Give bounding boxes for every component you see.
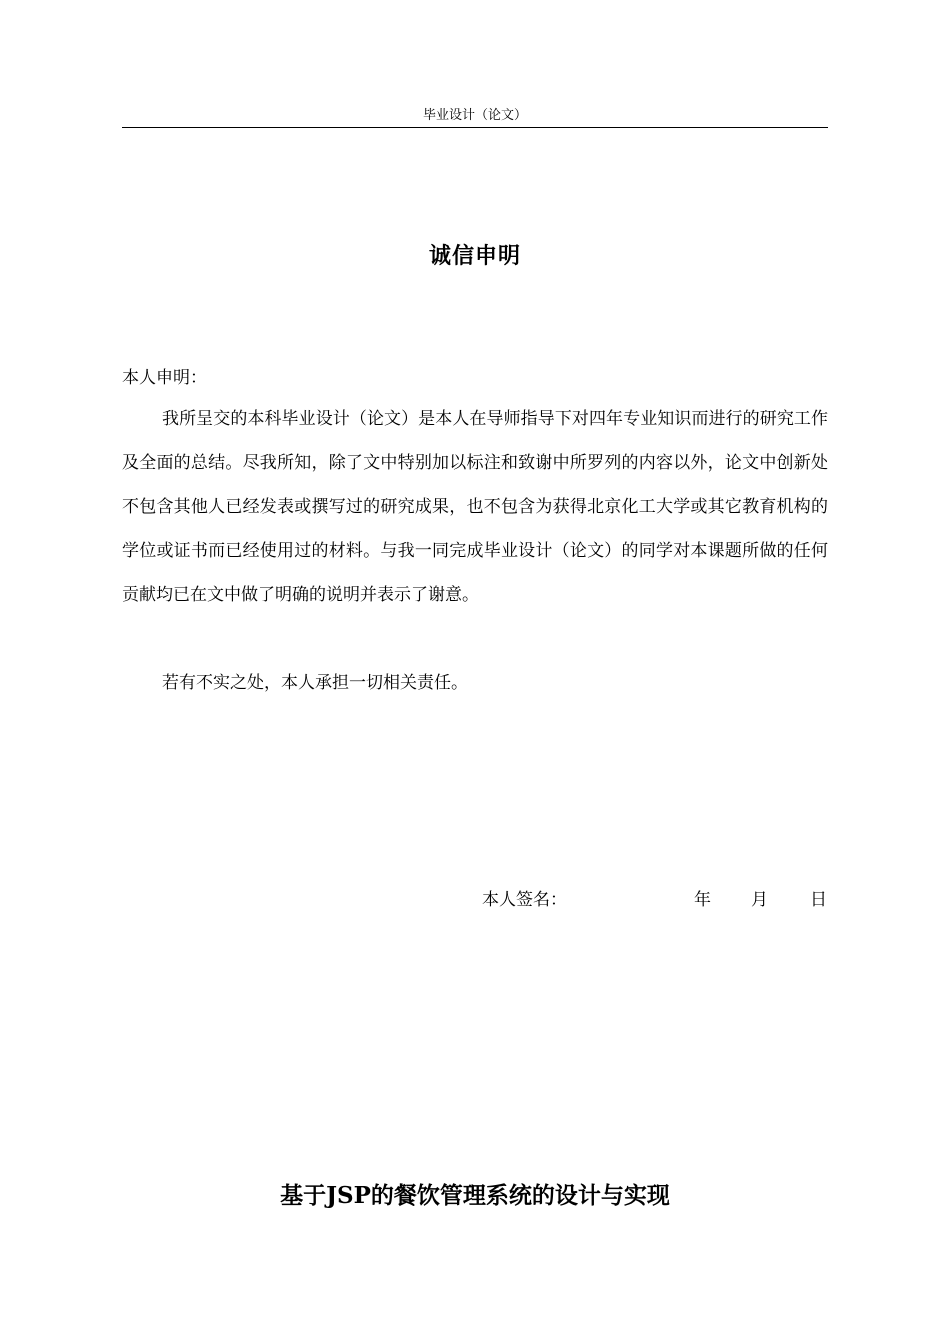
declaration-title: 诚信申明 (428, 243, 521, 269)
thesis-title: 基于JSP的餐饮管理系统的设计与实现 (280, 1182, 670, 1209)
running-header (122, 107, 828, 128)
declaration-label: 本人申明： (122, 368, 207, 388)
signature-month-label: 月 (751, 890, 768, 910)
signature-label: 本人签名： (482, 890, 567, 910)
running-header-title: 毕业设计（论文） (422, 108, 527, 123)
signature-day-label: 日 (810, 890, 827, 910)
signature-line (482, 886, 828, 914)
signature-year-label: 年 (694, 890, 711, 910)
declaration-paragraph-2: 若有不实之处，本人承担一切相关责任。 (162, 673, 468, 693)
declaration-paragraph-1: 我所呈交的本科毕业设计（论文）是本人在导师指导下对四年专业知识而进行的研究工作及全面的总结。尽我所知，除了文中特别加以标注和致谢中所罗列的内容以外，论文中创新处不包含其他人已经发表或撰写过的研究成果，也不包含为获得北京化工大学或其它教育机构的学位或证书而已经使用过的材料。与我一同完成毕业设计（论文）的同学对本课题所做的任何贡献均已在文中做了明确的说明并表示了谢意。 (122, 409, 828, 605)
